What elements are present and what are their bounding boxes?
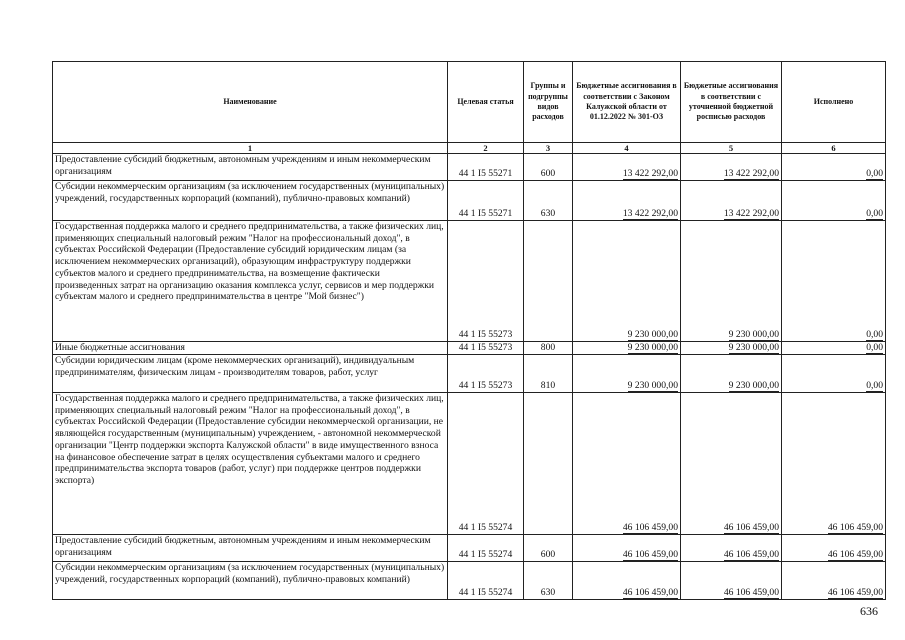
row-budget-revised: 13 422 292,00 — [723, 167, 779, 179]
row-name: Предоставление субсидий бюджетным, автономным учреждениям и иным некоммерческим организациям — [55, 535, 431, 558]
row-expense-group: 800 — [540, 342, 556, 354]
row-executed: 46 106 459,00 — [827, 549, 883, 560]
row-name: Иные бюджетные ассигнования — [55, 342, 185, 353]
budget-table — [52, 61, 886, 600]
row-budget-revised: 9 230 000,00 — [728, 342, 779, 353]
column-number-row — [53, 143, 886, 154]
column-number: 1 — [53, 143, 448, 154]
row-budget-revised: 46 106 459,00 — [723, 549, 779, 560]
row-expense-group: 600 — [540, 168, 556, 180]
table-row — [53, 342, 886, 355]
row-name: Субсидии некоммерческим организациям (за исключением государственных (муниципальных) учреждений, государственных корпораций (компаний), публично-правовых компаний) — [55, 181, 445, 204]
table-row — [53, 355, 886, 393]
row-target-article: 44 1 I5 55274 — [458, 549, 513, 561]
row-target-article: 44 1 I5 55273 — [458, 329, 513, 341]
table-row — [53, 221, 886, 342]
row-budget-law: 9 230 000,00 — [627, 380, 678, 391]
row-budget-law: 46 106 459,00 — [622, 549, 678, 560]
row-name: Субсидии юридическим лицам (кроме некоммерческих организаций), индивидуальным предпринимателям, физическим лицам - производителям товаров, работ, услуг — [55, 355, 415, 378]
page-number: 636 — [860, 604, 878, 618]
column-number: 6 — [782, 143, 886, 154]
row-target-article: 44 1 I5 55271 — [458, 208, 513, 220]
row-budget-law: 13 422 292,00 — [622, 207, 678, 219]
row-name: Государственная поддержка малого и среднего предпринимательства, а также физических лиц, применяющих специальный налоговый режим "Налог на профессиональный доход", в субъектах Российской Федерации (Предоставление субсидий юридическим лицам (за исключением некоммерческих организаций), образующим инфраструктуру поддержки субъектов малого и среднего предпринимательства, на возмещение фактически произведенных затрат на организацию оказания комплекса услуг, сервисов и мер поддержки субъектам малого и среднего предпринимательства в центре "Мой бизнес") — [55, 221, 444, 303]
row-executed: 0,00 — [866, 167, 883, 179]
row-expense-group: 810 — [540, 380, 556, 392]
row-target-article: 44 1 I5 55274 — [458, 587, 513, 599]
header-executed: Исполнено — [782, 62, 886, 143]
row-name: Субсидии некоммерческим организациям (за исключением государственных (муниципальных) учреждений, государственных корпораций (компаний), публично-правовых компаний) — [55, 562, 445, 585]
header-expense-group: Группы и подгруппы видов расходов — [524, 62, 573, 143]
row-executed: 46 106 459,00 — [827, 522, 883, 533]
row-budget-revised: 9 230 000,00 — [728, 328, 779, 340]
row-budget-law: 13 422 292,00 — [622, 167, 678, 179]
row-target-article: 44 1 I5 55273 — [458, 380, 513, 392]
column-number: 4 — [573, 143, 681, 154]
row-executed: 0,00 — [866, 342, 883, 353]
table-row — [53, 181, 886, 221]
row-budget-revised: 46 106 459,00 — [723, 587, 779, 598]
row-budget-law: 46 106 459,00 — [622, 587, 678, 598]
header-budget-law: Бюджетные ассигнования в соответствии с Законом Калужской области от 01.12.2022 № 301-ОЗ — [573, 62, 681, 143]
row-expense-group: 630 — [540, 587, 556, 599]
row-executed: 46 106 459,00 — [827, 587, 883, 598]
row-budget-law: 9 230 000,00 — [627, 328, 678, 340]
row-budget-revised: 9 230 000,00 — [728, 380, 779, 391]
row-budget-law: 46 106 459,00 — [622, 522, 678, 533]
column-number: 3 — [524, 143, 573, 154]
row-expense-group: 600 — [540, 549, 556, 561]
table-row — [53, 393, 886, 535]
header-name: Наименование — [53, 62, 448, 143]
header-row — [53, 62, 886, 143]
row-budget-revised: 13 422 292,00 — [723, 207, 779, 219]
row-executed: 0,00 — [866, 328, 883, 340]
row-budget-revised: 46 106 459,00 — [723, 522, 779, 533]
table-row — [53, 535, 886, 562]
header-budget-revised: Бюджетные ассигнования в соответствии с уточненной бюджетной росписью расходов — [681, 62, 782, 143]
table-row — [53, 562, 886, 600]
row-name: Государственная поддержка малого и среднего предпринимательства, а также физических лиц, применяющих специальный налоговый режим "Налог на профессиональный доход", в субъектах Российской Федерации (Предоставление субсидии некоммерческой организации, не являющейся государственным (муниципальным) учреждением, - автономной некоммерческой организации "Центр поддержки экспорта Калужской области" в виде имущественного взноса на финансовое обеспечение затрат в целях осуществления субъектами малого и среднего предпринимательства экспорта товаров (работ, услуг) при поддержке центров поддержки экспорта) — [55, 393, 444, 486]
row-name: Предоставление субсидий бюджетным, автономным учреждениям и иным некоммерческим организациям — [55, 154, 431, 177]
column-number: 2 — [448, 143, 524, 154]
row-expense-group: 630 — [540, 208, 556, 220]
row-budget-law: 9 230 000,00 — [627, 342, 678, 353]
row-executed: 0,00 — [866, 380, 883, 391]
row-executed: 0,00 — [866, 207, 883, 219]
row-target-article: 44 1 I5 55273 — [458, 342, 513, 354]
row-target-article: 44 1 I5 55274 — [458, 522, 513, 534]
table-row — [53, 154, 886, 181]
row-target-article: 44 1 I5 55271 — [458, 168, 513, 180]
column-number: 5 — [681, 143, 782, 154]
header-target-article: Целевая статья — [448, 62, 524, 143]
